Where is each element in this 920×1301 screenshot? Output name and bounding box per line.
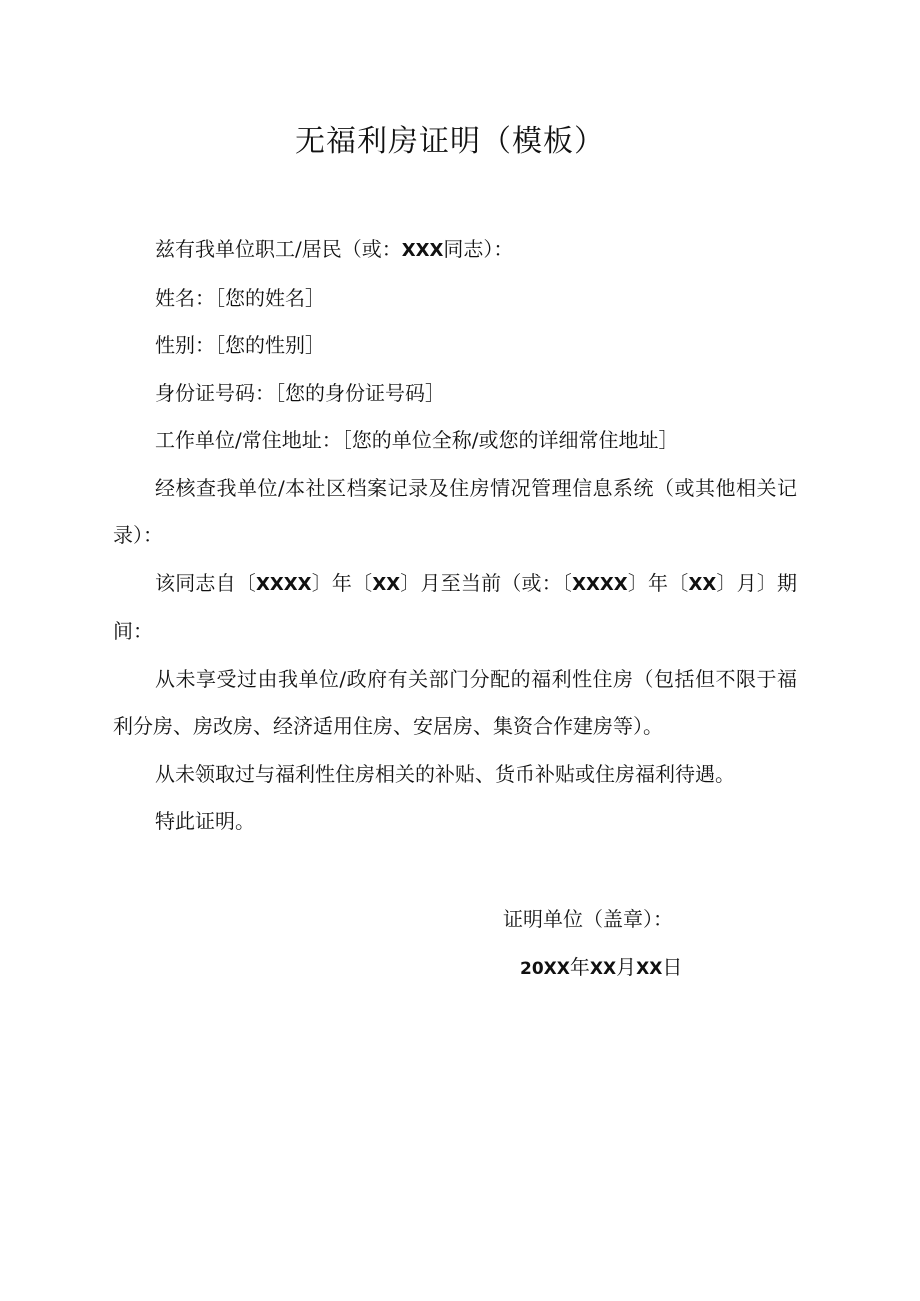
date-month-char: 月 [616,955,637,979]
document-body [113,226,797,846]
period-paragraph [113,560,797,656]
verification-paragraph: 经核查我单位/本社区档案记录及住房情况管理信息系统（或其他相关记录）： [113,475,797,547]
period-end-year: XXXX [572,573,628,595]
date-month: XX [589,959,617,979]
period-text-1: 该同志自〔 [155,570,257,595]
name-field: 姓名：［您的姓名］ [155,285,325,310]
period-start-year: XXXX [256,573,312,595]
date-day: XX [636,959,663,979]
intro-suffix: 同志）： [443,237,514,261]
gender-field: 性别：［您的性别］ [155,333,325,357]
signature-date [520,944,682,994]
intro-paragraph [113,226,797,275]
housing-statement: 从未享受过由我单位/政府有关部门分配的福利性住房（包括但不限于福利分房、房改房、经济适用住房、安居房、集资合作建房等）。 [113,666,797,738]
intro-prefix: 兹有我单位职工/居民（或： [155,237,402,261]
intro-placeholder: XXX [401,240,444,261]
period-text-2: 〕年〔 [311,570,373,595]
signature-label: 证明单位（盖章）： [503,907,673,931]
date-year: 20XX [520,959,570,979]
period-text-4: 〕年〔 [627,570,689,595]
closing-statement: 特此证明。 [155,809,255,833]
period-end-month: XX [688,573,717,595]
address-field: 工作单位/常住地址：［您的单位全称/或您的详细常住地址］ [155,428,679,452]
period-text-5: 〕月〕期间： [113,570,798,643]
period-start-month: XX [372,573,401,595]
id-number-field: 身份证号码：［您的身份证号码］ [155,380,445,405]
subsidy-statement: 从未领取过与福利性住房相关的补贴、货币补贴或住房福利待遇。 [155,761,735,786]
date-year-char: 年 [569,955,590,979]
document-title: 无福利房证明（模板） [295,124,605,159]
date-day-char: 日 [662,955,683,979]
period-text-3: 〕月至当前（或：〔 [400,570,573,595]
